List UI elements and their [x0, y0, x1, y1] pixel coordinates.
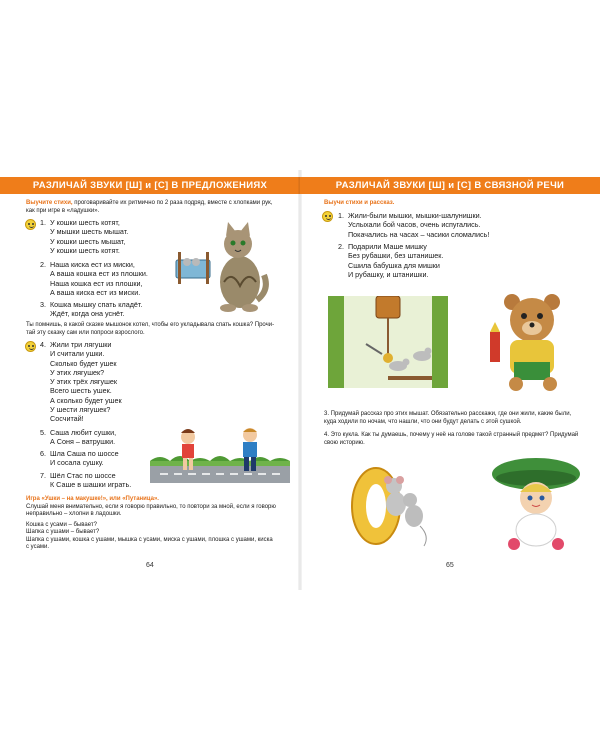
teddy-bear-illustration	[470, 292, 590, 392]
task-3: 3. Придумай рассказ про этих мышат. Обязательно расскажи, где они жили, какие были, куда ходили по ночам, что нашли, что они будут делать с этой сушкой.	[324, 411, 572, 425]
smiley-icon	[25, 341, 36, 352]
left-question: Ты помнишь, в какой сказке мышонок котел, чтобы его укладывала спать кошка? Прочи- тай эту сказку сам или попроси взрослого.	[26, 322, 275, 336]
doll-with-hat-illustration	[480, 452, 590, 552]
mice-with-bagel-illustration	[334, 456, 434, 554]
left-page-number: 64	[146, 562, 154, 569]
task-4: 4. Это кукла. Как ты думаешь, почему у неё на голове такой странный предмет? Придумай свою историю.	[324, 432, 579, 446]
poem-3: 3. Кошка мышку спать кладёт. Ждёт, когда она уснёт.	[40, 300, 143, 319]
game-section: Игра «Ушки – на макушке!», или «Путаница». Слушай меня внимательно, если я говорю правильно, то повтори за мной, если я говорю неправильно – хлопни в ладошки. Кошка с усами – бывает? Шапка с ушами – бывает? Шапка с ушами, кошка с ушами, мышка с усами, миска с ушами, плошка с ушами, киска с усами.	[26, 496, 296, 552]
left-intro	[26, 200, 296, 215]
right-page-number: 65	[446, 562, 454, 569]
left-intro-highlight: Выучите стихи,	[26, 200, 73, 206]
left-intro-rest-1: проговаривайте их ритмично по 2 раза подряд, вместе с хлопками рук,	[72, 200, 273, 206]
smiley-icon	[322, 211, 333, 222]
game-title: Игра «Ушки – на макушке!», или «Путаница».	[26, 496, 159, 502]
poem-7: 7. Шёл Стас по шоссе К Саше в шашки играть.	[40, 471, 132, 490]
right-poem-1: 1. Жили-были мышки, мышки-шалунишки. Услыхали бой часов, очень испугались. Покачались на часах – часики сломались!	[338, 211, 490, 239]
poem-1: 1. У кошки шесть котят, У мышки шесть мышат. У кошки шесть мышат, У кошки шесть котят.	[40, 218, 129, 255]
poem-5: 5. Саша любит сушки, А Соня – ватрушки.	[40, 428, 117, 447]
left-header-band: РАЗЛИЧАЙ ЗВУКИ [Ш] и [С] В ПРЕДЛОЖЕНИЯХ	[0, 177, 300, 194]
smiley-icon	[25, 219, 36, 230]
right-header-band: РАЗЛИЧАЙ ЗВУКИ [Ш] и [С] В СВЯЗНОЙ РЕЧИ	[300, 177, 600, 194]
right-poem-2: 2. Подарили Маше мишку Без рубашки, без штанишек. Сшила бабушка для мишки И рубашку, и штанишки.	[338, 242, 444, 279]
poem-6: 6. Шла Саша по шоссе И сосала сушку.	[40, 449, 119, 468]
right-page	[300, 0, 600, 750]
right-intro: Выучи стихи и рассказ.	[324, 200, 395, 206]
left-intro-rest-2: как при игре в «ладушки».	[26, 207, 100, 214]
cat-with-mice-illustration	[172, 220, 272, 315]
children-walking-illustration	[150, 425, 290, 495]
poem-4: 4. Жили три лягушки И считали ушки. Сколько будет ушек У этих лягушек? У этих трёх лягушек Всего шесть ушек. А сколько будет ушек У шести лягушек? Сосчитай!	[40, 340, 122, 424]
poem-2: 2. Наша киска ест из миски, А ваша кошка ест из плошки. Наша кошка ест из плошки, А ваша киска ест из миски.	[40, 260, 148, 297]
mice-on-clock-illustration	[328, 296, 448, 388]
